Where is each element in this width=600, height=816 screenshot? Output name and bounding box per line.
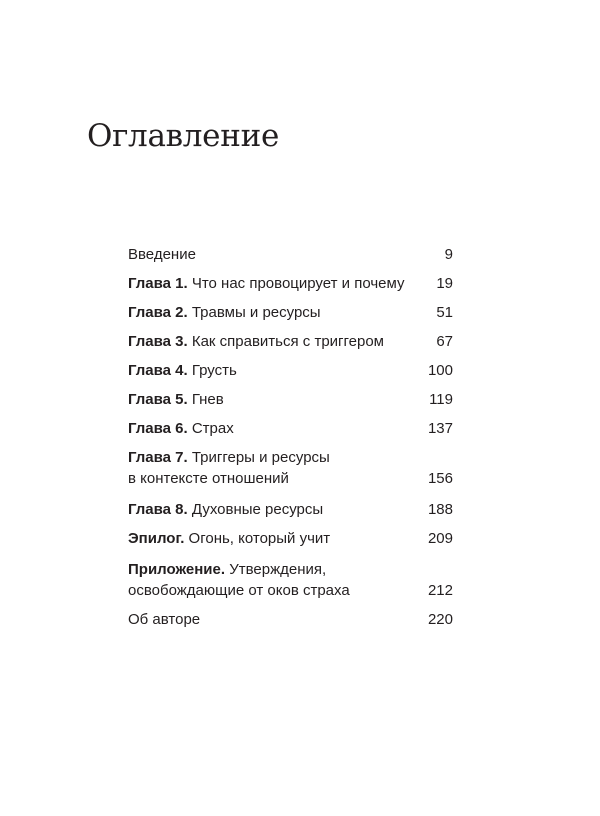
toc-entry-appendix[interactable] [128,559,453,601]
entry-label: Глава 4. [128,362,188,379]
entry-title [128,389,429,410]
entry-title [128,499,428,520]
entry-text: Триггеры и ресурсы [187,449,330,466]
entry-text-continued: в контексте отношений [128,470,289,487]
entry-title [128,609,428,630]
entry-label: Глава 7. [128,449,188,466]
entry-title [128,331,436,352]
entry-label: Глава 8. [128,501,188,518]
entry-page-number: 9 [444,246,453,263]
entry-page-number: 119 [429,391,453,408]
toc-entry-about-author[interactable] [128,609,453,630]
entry-text-continued: освобождающие от оков страха [128,582,350,599]
entry-page-number: 137 [427,420,453,437]
entry-text: Гнев [187,391,224,408]
entry-page-number: 220 [427,611,453,628]
toc-entry-epilogue[interactable] [128,528,453,549]
entry-label: Глава 6. [128,420,188,437]
entry-label: Эпилог. [128,530,185,547]
entry-text: Травмы и ресурсы [187,304,321,321]
entry-title [128,360,428,381]
toc-entry-chapter-4[interactable] [128,360,453,381]
entry-text: Огонь, который учит [184,530,331,547]
toc-entry-chapter-1[interactable] [128,273,453,294]
entry-title [128,528,428,549]
toc-entry-chapter-7[interactable] [128,447,453,489]
entry-text: Об авторе [128,611,201,628]
page-title: Оглавление [87,118,279,154]
entry-text: Утверждения, [225,561,327,578]
table-of-contents [128,244,453,638]
entry-title [128,559,428,601]
entry-label: Глава 1. [128,275,188,292]
entry-page-number: 156 [427,470,453,487]
entry-label: Глава 2. [128,304,188,321]
entry-page-number: 100 [427,362,453,379]
entry-title [128,447,428,489]
toc-entry-chapter-8[interactable] [128,499,453,520]
entry-page-number: 209 [427,530,453,547]
entry-text: Грусть [187,362,237,379]
entry-label: Глава 5. [128,391,188,408]
entry-text: Духовные ресурсы [187,501,324,518]
entry-title [128,244,445,265]
entry-text: Страх [187,420,234,437]
toc-entry-chapter-2[interactable] [128,302,453,323]
entry-label: Глава 3. [128,333,188,350]
entry-text: Как справиться с триггером [187,333,384,350]
toc-entry-chapter-3[interactable] [128,331,453,352]
entry-title [128,302,436,323]
entry-label: Приложение. [128,561,226,578]
entry-text: Что нас провоцирует и почему [187,275,405,292]
entry-title [128,273,436,294]
entry-page-number: 67 [436,333,453,350]
toc-entry-introduction[interactable] [128,244,453,265]
entry-page-number: 188 [427,501,453,518]
entry-title [128,418,428,439]
entry-text: Введение [128,246,196,263]
toc-entry-chapter-6[interactable] [128,418,453,439]
entry-page-number: 212 [427,582,453,599]
entry-page-number: 51 [436,304,453,321]
entry-page-number: 19 [436,275,453,292]
toc-entry-chapter-5[interactable] [128,389,453,410]
